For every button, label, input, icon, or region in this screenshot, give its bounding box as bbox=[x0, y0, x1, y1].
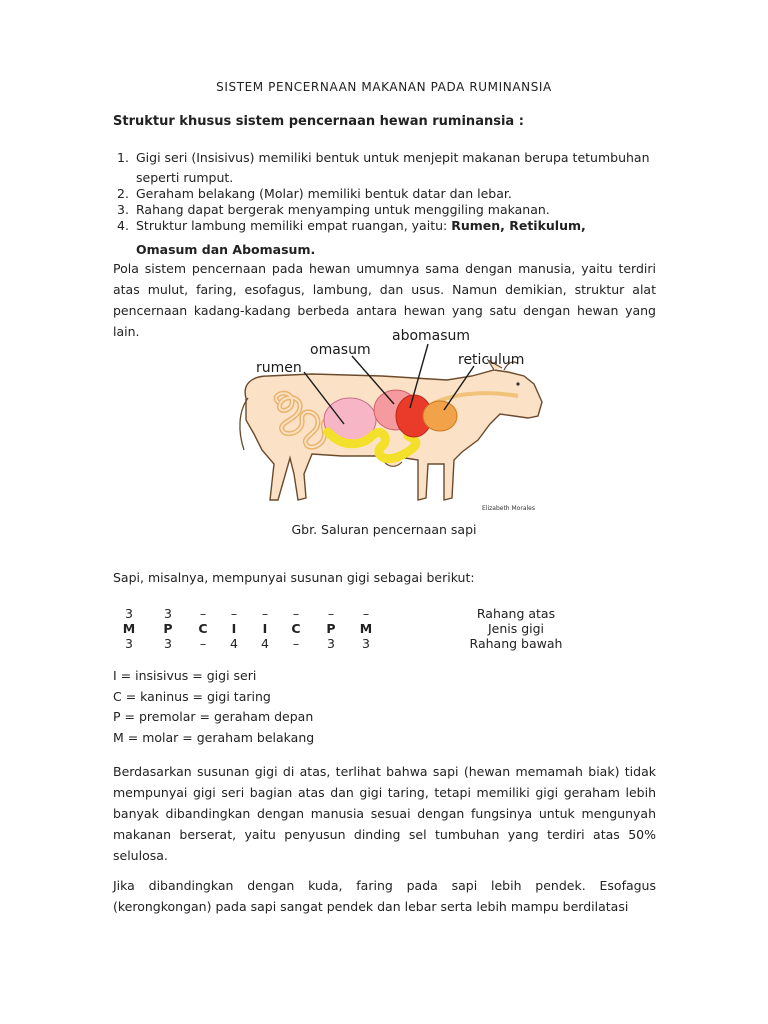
figure-caption: Gbr. Saluran pencernaan sapi bbox=[291, 522, 477, 537]
dental-cell: P bbox=[326, 621, 336, 636]
dental-row-label: Jenis gigi bbox=[487, 621, 545, 636]
dental-cell: C bbox=[291, 621, 301, 636]
definition-item: C = kaninus = gigi taring bbox=[113, 688, 271, 704]
list-text-continued: Omasum dan Abomasum. bbox=[136, 242, 316, 257]
dental-cell: – bbox=[292, 636, 300, 651]
dental-cell: I bbox=[262, 621, 268, 636]
list-item bbox=[117, 186, 662, 202]
diagram-credit: Elizabeth Morales bbox=[482, 505, 535, 512]
dental-cell: I bbox=[231, 621, 237, 636]
list-item bbox=[117, 150, 662, 186]
dental-cell: – bbox=[292, 606, 300, 621]
list-number: 4. bbox=[117, 218, 129, 233]
list-text: Rahang dapat bergerak menyamping untuk menggiling makanan. bbox=[136, 202, 550, 217]
dental-cell: – bbox=[199, 636, 207, 651]
dental-cell: 3 bbox=[164, 606, 172, 621]
dental-row-upper bbox=[113, 606, 673, 621]
dental-cell: P bbox=[163, 621, 173, 636]
list-text: Geraham belakang (Molar) memiliki bentuk datar dan lebar. bbox=[136, 186, 512, 201]
paragraph-comparison: Jika dibandingkan dengan kuda, faring pada sapi lebih pendek. Esofagus (kerongkongan) pada sapi sangat pendek dan lebar serta lebih mampu berdilatasi bbox=[113, 878, 656, 914]
paragraph-intro: Pola sistem pencernaan pada hewan umumnya sama dengan manusia, yaitu terdiri atas mulut, faring, esofagus, lambung, dan usus. Namun demikian, struktur alat pencernaan kadang-kadang berbeda antara hewan yang satu dengan hewan yang lain. bbox=[113, 261, 656, 339]
dental-cell: – bbox=[261, 606, 269, 621]
dental-cell: – bbox=[199, 606, 207, 621]
cow-eye bbox=[516, 382, 519, 385]
dental-intro: Sapi, misalnya, mempunyai susunan gigi sebagai berikut: bbox=[113, 570, 475, 585]
dental-row-label: Rahang atas bbox=[476, 606, 556, 621]
dental-cell: M bbox=[359, 621, 373, 636]
reticulum-chamber bbox=[423, 401, 457, 431]
dental-cell: 4 bbox=[261, 636, 269, 651]
dental-row-label: Rahang bawah bbox=[469, 636, 563, 651]
dental-cell: 4 bbox=[230, 636, 238, 651]
dental-cell: 3 bbox=[164, 636, 172, 651]
list-number: 3. bbox=[117, 202, 129, 217]
list-number: 1. bbox=[117, 150, 129, 165]
list-item bbox=[117, 202, 662, 218]
feature-list bbox=[117, 150, 662, 258]
list-text-continued: seperti rumput. bbox=[136, 170, 234, 185]
document-title: SISTEM PENCERNAAN MAKANAN PADA RUMINANSIA bbox=[216, 80, 552, 94]
definition-item: I = insisivus = gigi seri bbox=[113, 668, 257, 683]
dental-cell: M bbox=[122, 621, 136, 636]
dental-cell: 3 bbox=[125, 606, 133, 621]
paragraph-teeth: Berdasarkan susunan gigi di atas, terlihat bahwa sapi (hewan memamah biak) tidak mempunyai gigi seri bagian atas dan gigi taring, tetapi memiliki gigi geraham lebih banyak dibandingkan dengan manusia sesuai dengan fungsinya untuk mengunyah makanan berserat, yaitu penyusun dinding sel tumbuhan yang terdiri atas 50% selulosa. bbox=[113, 764, 656, 863]
list-text: Gigi seri (Insisivus) memiliki bentuk untuk menjepit makanan berupa tetumbuhan bbox=[136, 150, 650, 165]
dental-row-lower bbox=[113, 636, 673, 651]
dental-cell: 3 bbox=[362, 636, 370, 651]
dental-cell: – bbox=[362, 606, 370, 621]
list-item bbox=[117, 218, 662, 258]
section-subtitle: Struktur khusus sistem pencernaan hewan ruminansia : bbox=[113, 114, 524, 129]
dental-row-type bbox=[113, 621, 673, 636]
dental-cell: 3 bbox=[125, 636, 133, 651]
dental-cell: – bbox=[327, 606, 335, 621]
list-number: 2. bbox=[117, 186, 129, 201]
label-rumen: rumen bbox=[256, 360, 302, 376]
list-text: Struktur lambung memiliki empat ruangan, yaitu: bbox=[136, 218, 452, 233]
list-text-bold: Rumen, Retikulum, bbox=[451, 218, 586, 233]
definition-item: M = molar = geraham belakang bbox=[113, 729, 315, 745]
definition-item: P = premolar = geraham depan bbox=[113, 709, 314, 724]
abbreviation-definitions bbox=[113, 666, 314, 748]
label-abomasum: abomasum bbox=[392, 328, 471, 344]
dental-cell: 3 bbox=[327, 636, 335, 651]
dental-cell: C bbox=[198, 621, 208, 636]
cow-digestive-diagram bbox=[232, 324, 552, 516]
dental-cell: – bbox=[230, 606, 238, 621]
label-omasum: omasum bbox=[310, 342, 371, 358]
label-reticulum: reticulum bbox=[458, 352, 525, 368]
